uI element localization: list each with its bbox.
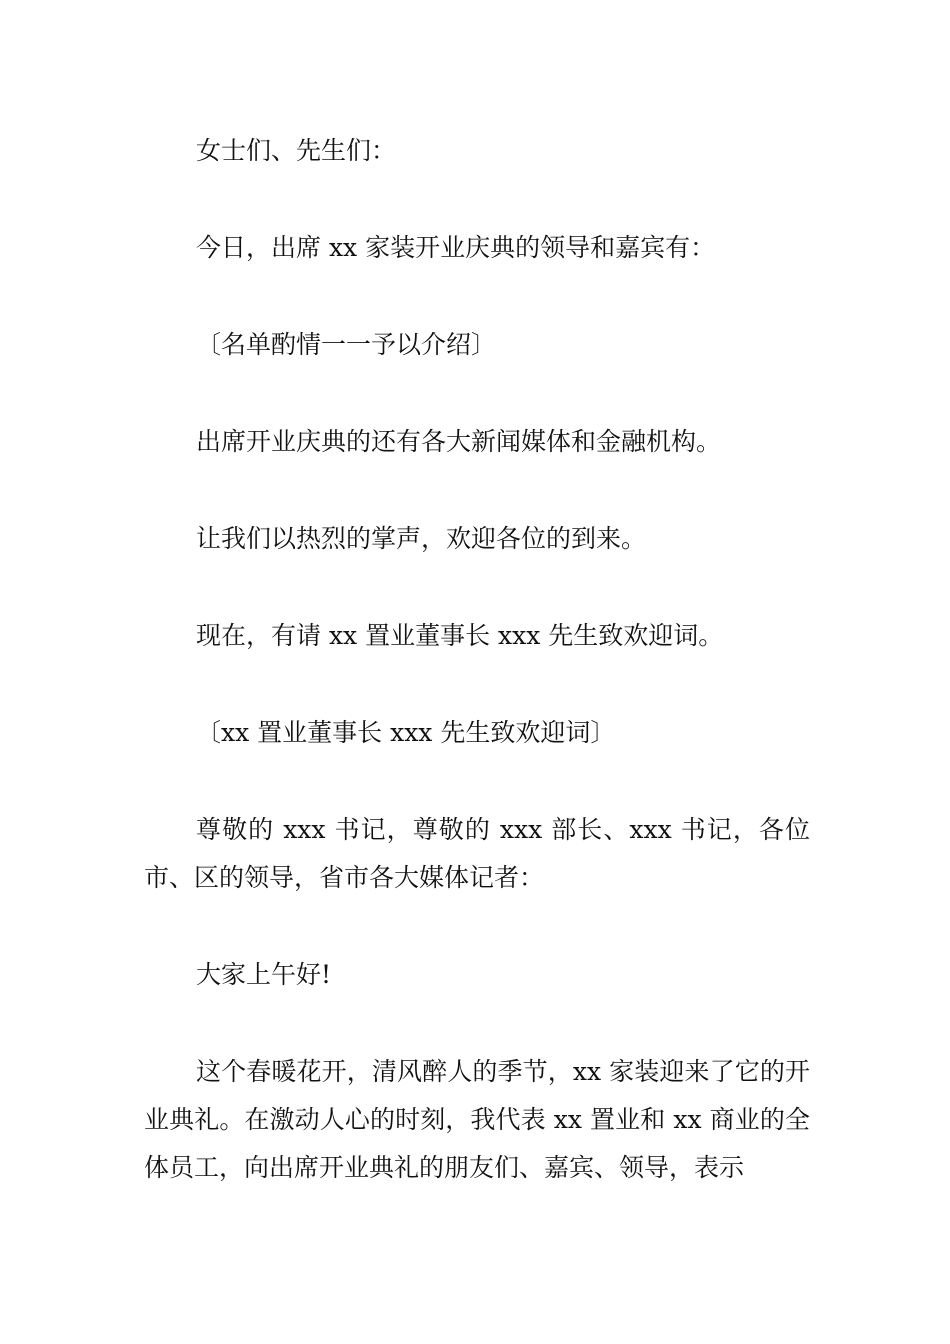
paragraph-speech-body: 这个春暖花开，清风醉人的季节，xx 家装迎来了它的开业典礼。在激动人心的时刻，我代表 xx 置业和 xx 商业的全体员工，向出席开业典礼的朋友们、嘉宾、领导，表示	[144, 1057, 810, 1182]
paragraph-speech-salutation: 尊敬的 xxx 书记，尊敬的 xxx 部长、xxx 书记，各位市、区的领导，省市各大媒体记者：	[144, 815, 810, 892]
paragraph-greeting: 大家上午好!	[196, 960, 332, 989]
paragraph-welcome-applause: 让我们以热烈的掌声，欢迎各位的到来。	[196, 524, 647, 553]
paragraph-salutation: 女士们、先生们：	[196, 136, 397, 165]
document-body	[144, 127, 810, 1241]
paragraph-invite-chairman: 现在，有请 xx 置业董事长 xxx 先生致欢迎词。	[196, 621, 724, 650]
paragraph-guests-intro: 今日，出席 xx 家装开业庆典的领导和嘉宾有：	[196, 233, 716, 262]
paragraph-media: 出席开业庆典的还有各大新闻媒体和金融机构。	[196, 427, 722, 456]
paragraph-name-list-note: 〔名单酌情一一予以介绍〕	[196, 330, 497, 359]
paragraph-chairman-note: 〔xx 置业董事长 xxx 先生致欢迎词〕	[196, 718, 616, 747]
